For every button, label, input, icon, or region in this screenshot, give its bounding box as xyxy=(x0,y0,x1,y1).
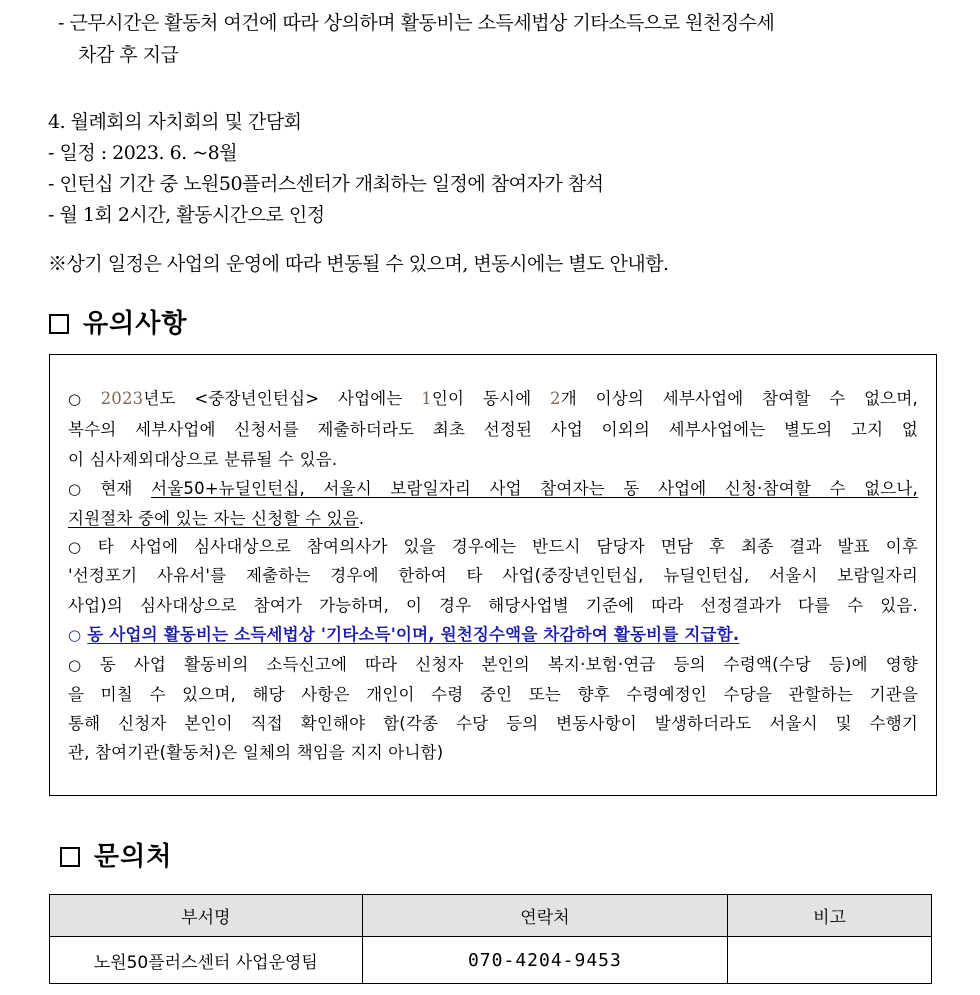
table-row xyxy=(50,937,932,984)
contact-section-heading xyxy=(60,836,172,873)
header-remarks: 비고 xyxy=(728,895,932,937)
notice-p5-line2: 을 미칠 수 있으며, 해당 사항은 개인이 수령 중인 또는 향후 수령예정인 수당을 관할하는 기관을 xyxy=(68,685,918,704)
section4-item-frequency: - 월 1회 2시간, 활동시간으로 인정 xyxy=(48,204,325,226)
work-hours-bullet-line2: 차감 후 지급 xyxy=(78,44,179,66)
section4-item-attendance: - 인턴십 기간 중 노원50플러스센터가 개최하는 일정에 참여자가 참석 xyxy=(48,173,604,195)
notice-p2-line1: ○ 현재 서울50+뉴딜인턴십, 서울시 보람일자리 사업 참여자는 동 사업에 신청·참여할 수 없으나, xyxy=(68,479,918,498)
notice-p5-line3: 통해 신청자 본인이 직접 확인해야 함(각종 수당 등의 변동사항이 발생하더라도 서울시 및 수행기 xyxy=(68,714,918,733)
notice-p1-line2: 복수의 세부사업에 신청서를 제출하더라도 최초 선정된 사업 이외의 세부사업에는 별도의 고지 없 xyxy=(68,420,918,439)
activity-fee-emphasis: 동 사업의 활동비는 소득세법상 '기타소득'이며, 원천징수액을 차감하여 활동비를 지급함. xyxy=(87,625,740,644)
notice-section-heading xyxy=(49,303,187,340)
contact-section-title: 문의처 xyxy=(94,842,173,872)
circle-bullet-icon: ○ xyxy=(68,480,95,498)
section4-title: 4. 월례회의 자치회의 및 간담회 xyxy=(48,111,302,133)
cell-department: 노원50플러스센터 사업운영팀 xyxy=(50,937,363,984)
notice-p3-line1: ○ 타 사업에 심사대상으로 참여의사가 있을 경우에는 반드시 담당자 면담 후 최종 결과 발표 이후 xyxy=(68,537,918,556)
notice-p1-line1: ○ 2023년도 <중장년인턴십> 사업에는 1인이 동시에 2개 이상의 세부사업에 참여할 수 없으며, xyxy=(68,389,918,408)
notice-box xyxy=(49,354,937,796)
work-hours-bullet-line1: - 근무시간은 활동처 여건에 따라 상의하며 활동비는 소득세법상 기타소득으로 원천징수세 xyxy=(58,12,775,34)
square-bullet-icon xyxy=(49,314,69,334)
notice-p5-line1: ○ 동 사업 활동비의 소득신고에 따라 신청자 본인의 복지·보험·연금 등의 수령액(수당 등)에 영향 xyxy=(68,655,918,674)
cell-phone-number: 070-4204-9453 xyxy=(362,937,728,984)
notice-p4-line1 xyxy=(68,625,918,645)
notice-p3-line3: 사업)의 심사대상으로 참여가 가능하며, 이 경우 해당사업별 기준에 따라 선정결과가 다를 수 있음. xyxy=(68,596,918,615)
header-contact: 연락처 xyxy=(362,895,728,937)
notice-p2-line2: 지원절차 중에 있는 자는 신청할 수 있음. xyxy=(68,509,365,528)
square-bullet-icon xyxy=(60,847,80,867)
circle-bullet-icon: ○ xyxy=(68,656,94,674)
contact-table xyxy=(49,894,932,984)
circle-bullet-icon: ○ xyxy=(68,390,95,408)
schedule-change-note: ※상기 일정은 사업의 운영에 따라 변동될 수 있으며, 변동시에는 별도 안내함. xyxy=(48,253,669,275)
notice-p1-line3: 이 심사제외대상으로 분류될 수 있음. xyxy=(68,450,338,469)
section4-item-schedule: - 일정 : 2023. 6. ~8월 xyxy=(48,142,238,164)
notice-p5-line4: 관, 참여기관(활동처)은 일체의 책임을 지지 아니함) xyxy=(68,743,444,762)
circle-bullet-icon: ○ xyxy=(68,538,92,556)
header-department: 부서명 xyxy=(50,895,363,937)
notice-section-title: 유의사항 xyxy=(83,309,188,339)
circle-bullet-icon: ○ xyxy=(68,626,82,644)
table-header-row xyxy=(50,895,932,937)
notice-p3-line2: '선정포기 사유서'를 제출하는 경우에 한하여 타 사업(중장년인턴십, 뉴딜인턴십, 서울시 보람일자리 xyxy=(68,566,918,585)
cell-remarks xyxy=(728,937,932,984)
